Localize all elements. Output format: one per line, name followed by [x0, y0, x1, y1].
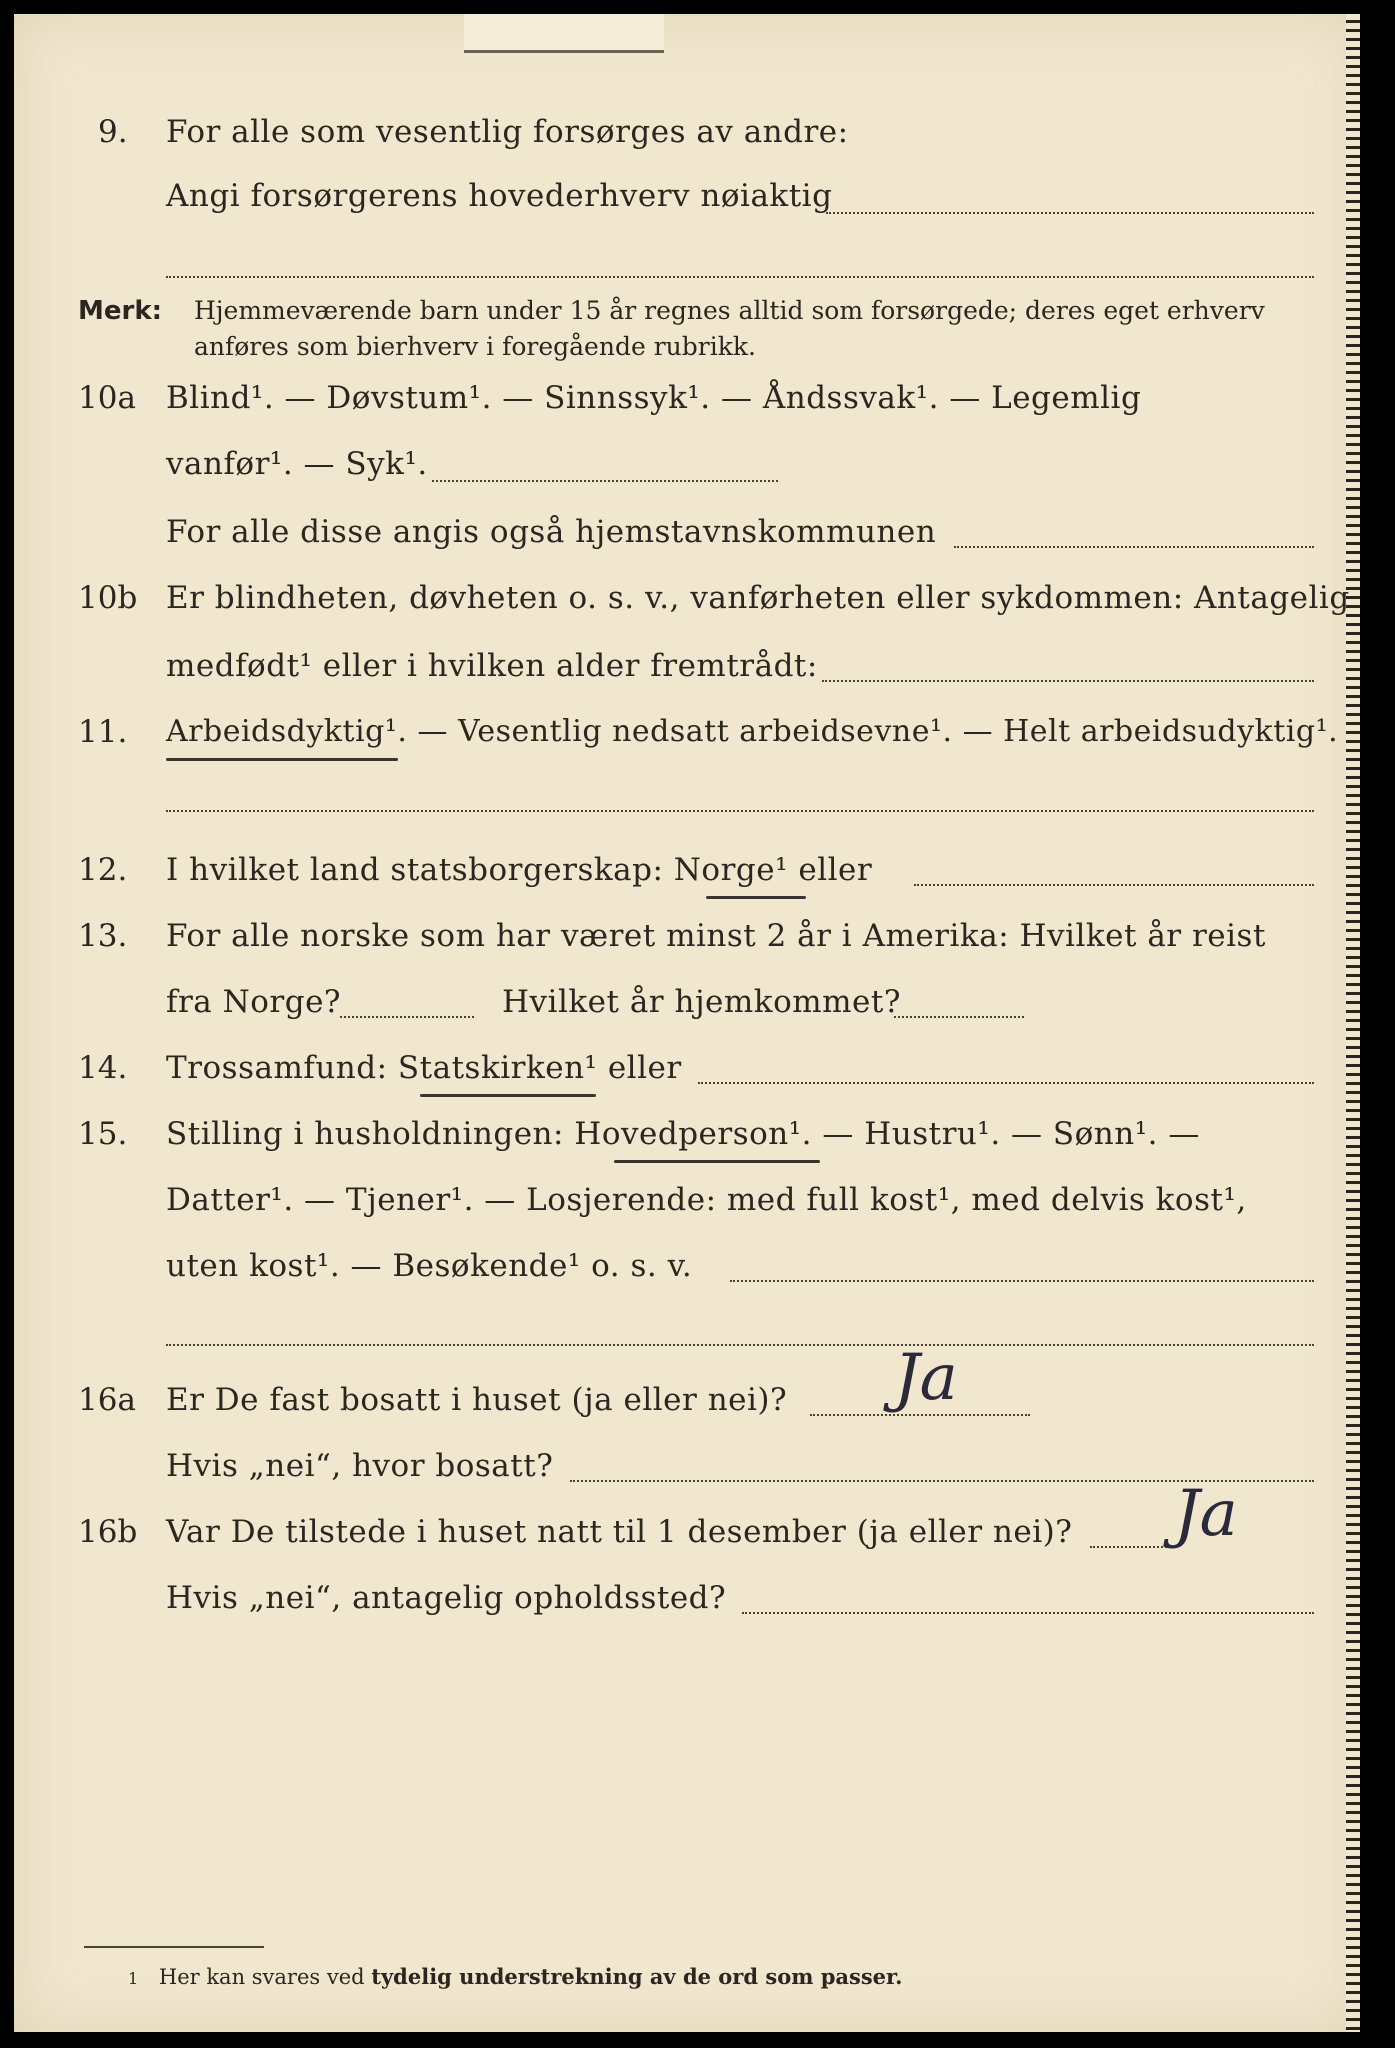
merk-line2: anføres som bierhverv i foregående rubrikk. [194, 332, 756, 361]
q14-handwritten-underline [420, 1094, 596, 1097]
q11-handwritten-underline [166, 758, 398, 761]
q12-number: 12. [78, 852, 128, 888]
footnote-mark: 1 [128, 1969, 139, 1988]
q15-line1: Stilling i husholdningen: Hovedperson¹. — Hustru¹. — Sønn¹. — [166, 1116, 1200, 1152]
q10a-line2: vanfør¹. — Syk¹. [166, 446, 428, 482]
q10a-line3: For alle disse angis også hjemstavnskommunen [166, 514, 937, 550]
q10a-hometown-line[interactable] [954, 546, 1314, 548]
q15-answer-line-2[interactable] [166, 1344, 1314, 1346]
q10b-number: 10b [78, 580, 138, 616]
q16a-number: 16a [78, 1382, 136, 1418]
q10a-answer-line[interactable] [432, 480, 778, 482]
q16b-answer-line[interactable] [1090, 1546, 1170, 1548]
q13-departure-line[interactable] [340, 1016, 474, 1018]
q10a-line1: Blind¹. — Døvstum¹. — Sinnssyk¹. — Åndssvak¹. — Legemlig [166, 380, 1142, 416]
q16b-line1: Var De tilstede i huset natt til 1 desember (ja eller nei)? [166, 1514, 1073, 1550]
q12-handwritten-underline [706, 896, 806, 899]
footnote [128, 1964, 902, 1989]
q16b-whereabouts-line[interactable] [742, 1612, 1314, 1614]
q12-answer-line[interactable] [914, 884, 1314, 886]
q13-line2b: Hvilket år hjemkommet? [502, 984, 901, 1020]
q16a-line2: Hvis „nei“, hvor bosatt? [166, 1448, 554, 1484]
footnote-rule [84, 1946, 264, 1948]
q9-line2: Angi forsørgerens hovederhverv nøiaktig [166, 178, 833, 214]
footnote-bold-text: tydelig understrekning av de ord som passer. [371, 1964, 903, 1989]
q14-line1: Trossamfund: Statskirken¹ eller [166, 1050, 682, 1086]
merk-line1: Hjemmeværende barn under 15 år regnes alltid som forsørgede; deres eget erhverv [194, 296, 1265, 325]
q9-answer-line[interactable] [826, 212, 1314, 214]
q13-line1: For alle norske som har været minst 2 år i Amerika: Hvilket år reist [166, 918, 1266, 954]
q11-answer-line[interactable] [166, 810, 1314, 812]
q15-number: 15. [78, 1116, 128, 1152]
q16a-line1: Er De fast bosatt i huset (ja eller nei)? [166, 1382, 788, 1418]
q14-answer-line[interactable] [698, 1082, 1314, 1084]
paper-tab [464, 14, 664, 53]
q9-number: 9. [98, 114, 128, 150]
perforated-edge [1346, 14, 1360, 2032]
q16b-handwritten-answer: Ja [1174, 1477, 1238, 1551]
q11-number: 11. [78, 714, 128, 750]
q14-number: 14. [78, 1050, 128, 1086]
q11-line1: Arbeidsdyktig¹. — Vesentlig nedsatt arbeidsevne¹. — Helt arbeidsudyktig¹. [166, 714, 1339, 749]
q13-line2a: fra Norge? [166, 984, 342, 1020]
q16b-number: 16b [78, 1514, 138, 1550]
q10b-line1: Er blindheten, døvheten o. s. v., vanførheten eller sykdommen: Antagelig [166, 580, 1350, 616]
q13-number: 13. [78, 918, 128, 954]
q12-line1: I hvilket land statsborgerskap: Norge¹ eller [166, 852, 873, 888]
q10b-answer-line[interactable] [822, 680, 1314, 682]
footnote-text: Her kan svares ved [158, 1965, 365, 1989]
merk-label: Merk: [78, 296, 163, 326]
q16a-handwritten-answer: Ja [894, 1341, 958, 1415]
q13-return-line[interactable] [894, 1016, 1024, 1018]
paper-sheet [14, 14, 1360, 2032]
q15-answer-line[interactable] [730, 1280, 1314, 1282]
q10b-line2: medfødt¹ eller i hvilken alder fremtrådt: [166, 648, 818, 684]
q16b-line2: Hvis „nei“, antagelig opholdssted? [166, 1580, 727, 1616]
q10a-number: 10a [78, 380, 136, 416]
q15-line2: Datter¹. — Tjener¹. — Losjerende: med full kost¹, med delvis kost¹, [166, 1182, 1247, 1218]
q9-line1: For alle som vesentlig forsørges av andre: [166, 114, 849, 150]
q15-line3: uten kost¹. — Besøkende¹ o. s. v. [166, 1248, 693, 1284]
q9-answer-line-2[interactable] [166, 276, 1314, 278]
q15-handwritten-underline [614, 1160, 820, 1163]
